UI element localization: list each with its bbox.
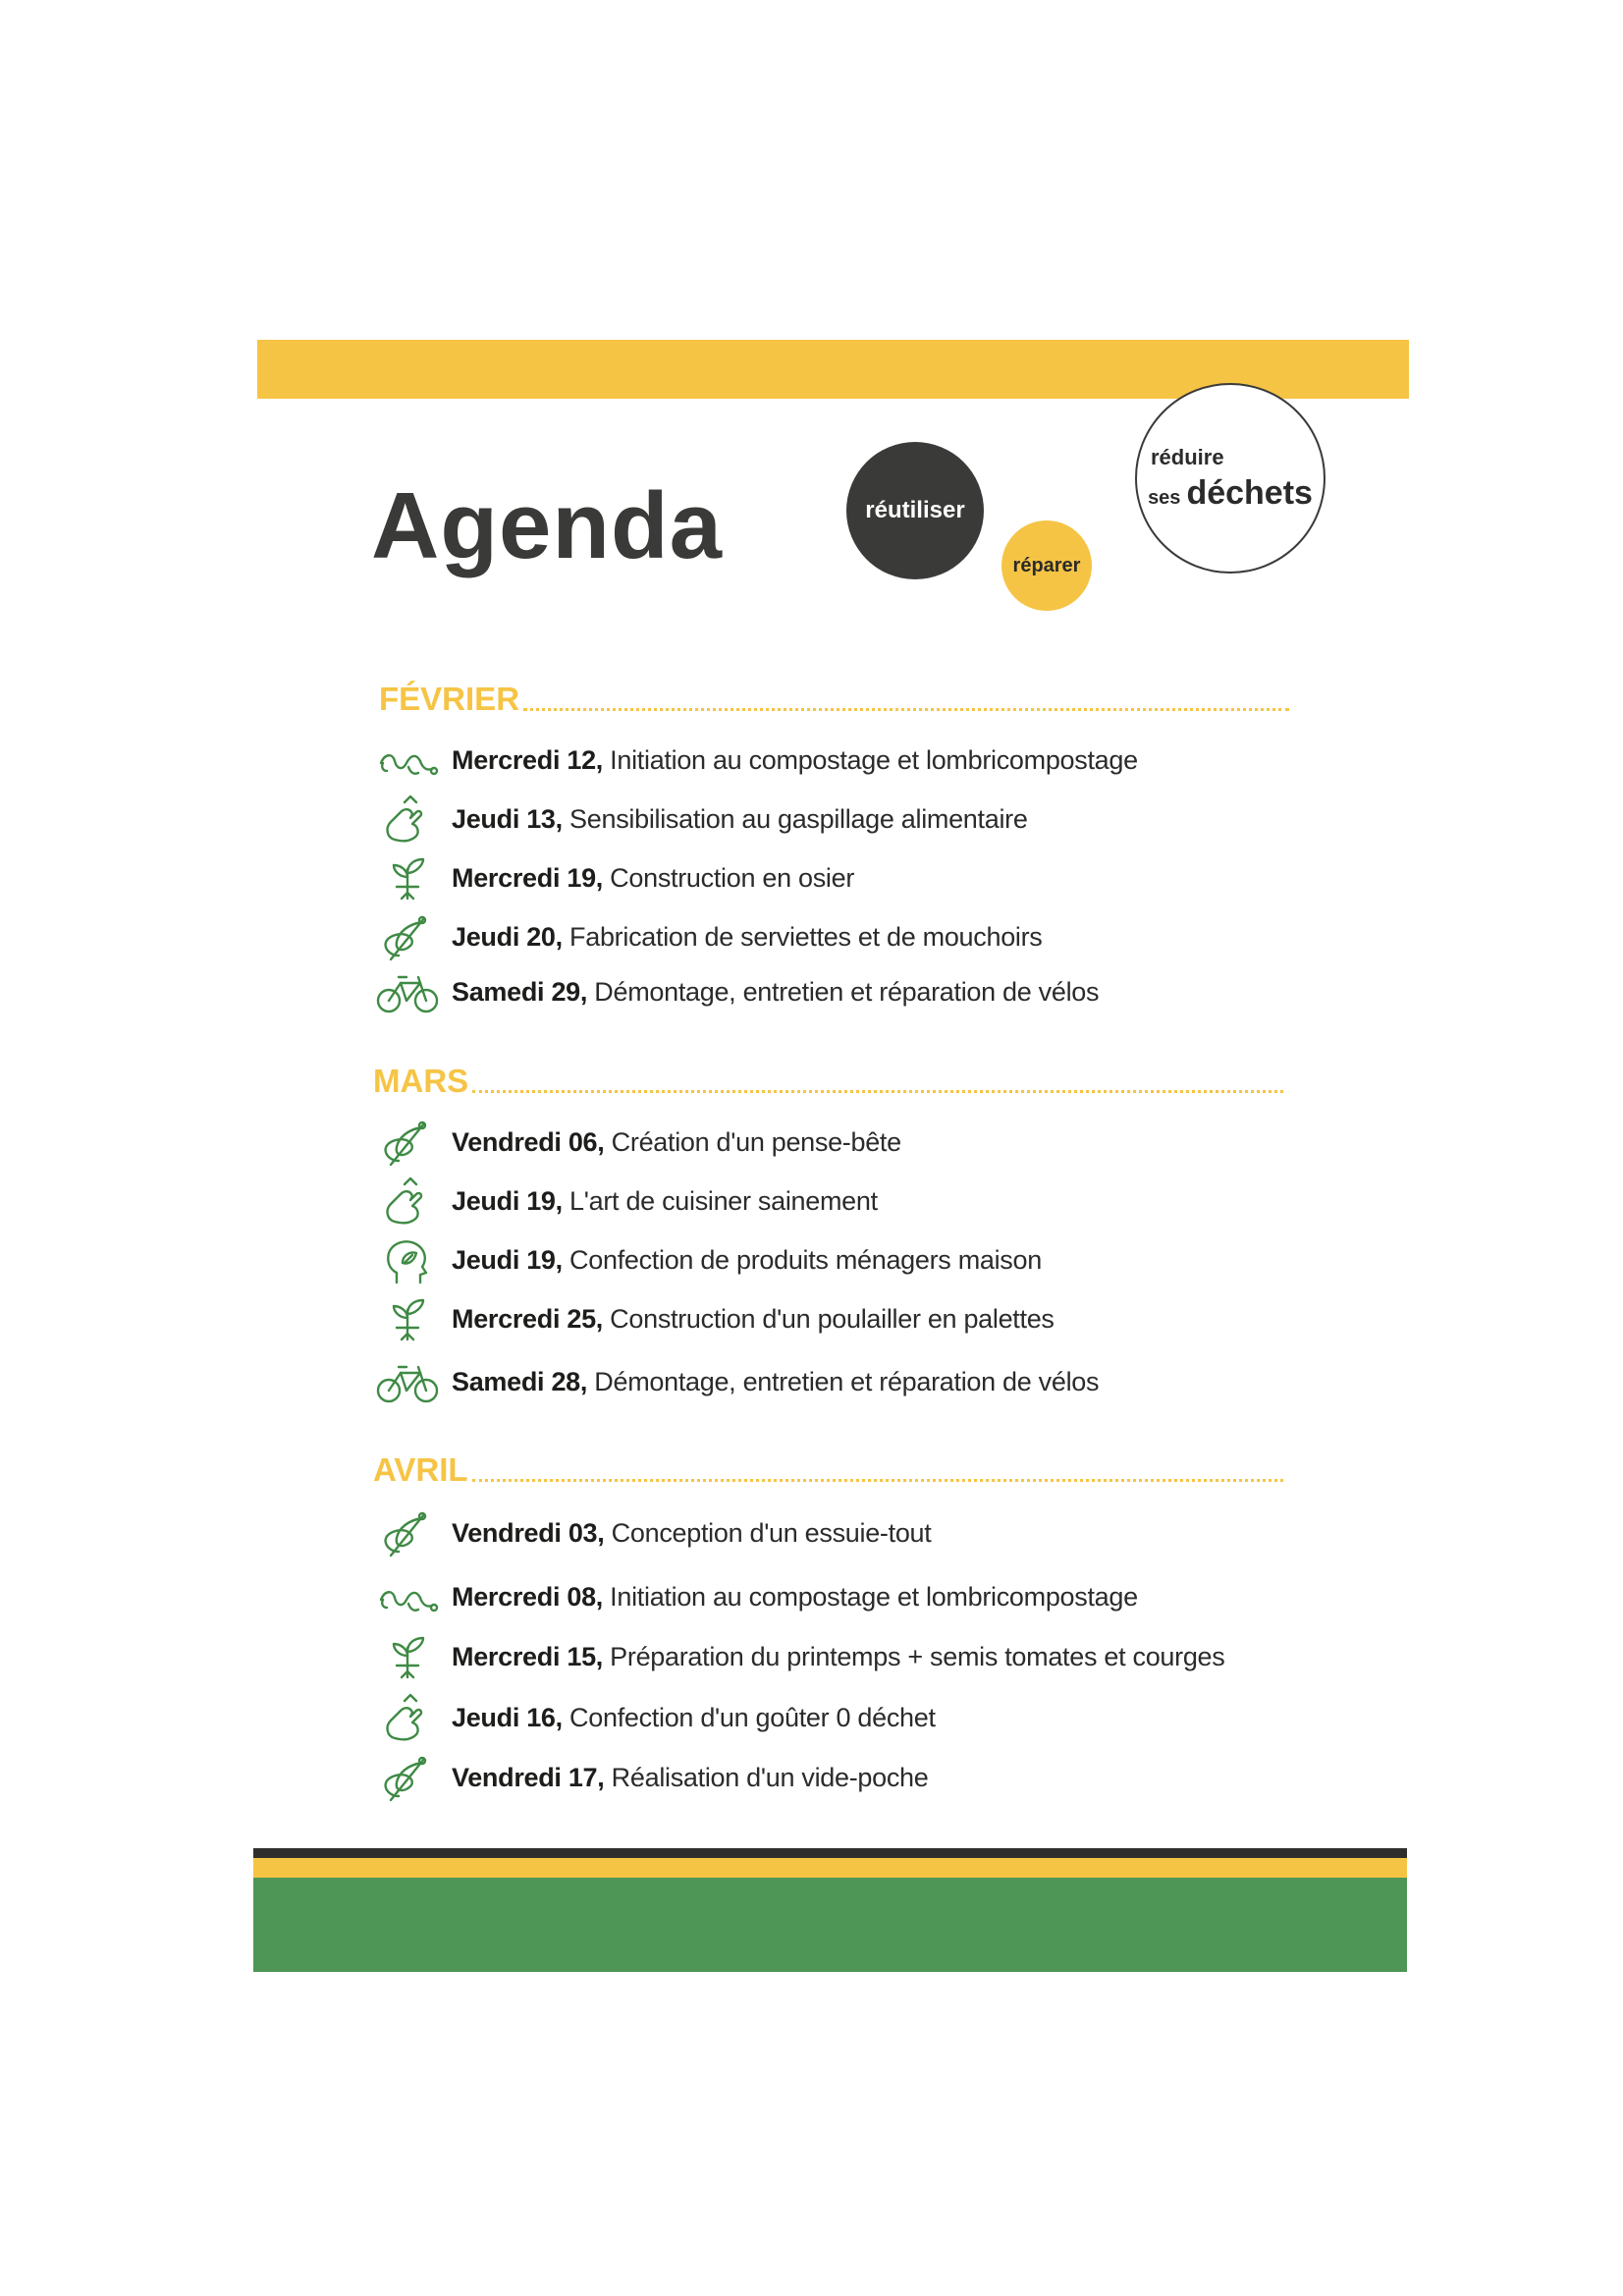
- event-date: Jeudi 19,: [452, 1244, 563, 1275]
- month-header-avril: [373, 1447, 1283, 1486]
- bicycle-icon: [375, 965, 452, 1018]
- month-name: AVRIL: [373, 1451, 468, 1488]
- needle-thread-icon: [375, 1506, 452, 1559]
- footer-dark-stripe: [253, 1848, 1407, 1858]
- page-title: Agenda: [371, 473, 724, 578]
- badge-reduire-line2: [1148, 474, 1313, 513]
- event-date: Jeudi 20,: [452, 921, 563, 952]
- month-name: MARS: [373, 1063, 469, 1099]
- event-date: Mercredi 25,: [452, 1303, 603, 1334]
- event-row: [375, 793, 1318, 846]
- worm-icon: [375, 734, 452, 787]
- event-date: Vendredi 03,: [452, 1517, 605, 1548]
- event-description: Initiation au compostage et lombricompostage: [602, 744, 1138, 775]
- footer-yellow-stripe: [253, 1858, 1407, 1878]
- event-date: Mercredi 12,: [452, 744, 603, 775]
- needle-thread-icon: [375, 1116, 452, 1169]
- event-date: Jeudi 19,: [452, 1185, 563, 1216]
- event-description: Préparation du printemps + semis tomates et courges: [602, 1641, 1225, 1671]
- event-row: [375, 1233, 1318, 1286]
- event-row: [375, 1116, 1318, 1169]
- event-date: Samedi 28,: [452, 1366, 588, 1396]
- event-row: [375, 1691, 1318, 1744]
- badge-reduire-dechets: [1135, 383, 1325, 574]
- event-date: Jeudi 16,: [452, 1702, 563, 1732]
- event-description: Réalisation d'un vide-poche: [604, 1762, 929, 1792]
- event-row: [375, 1570, 1318, 1623]
- event-date: Vendredi 06,: [452, 1126, 605, 1157]
- footer-green-band: [253, 1878, 1407, 1972]
- event-row: [375, 965, 1318, 1018]
- event-row: [375, 1630, 1318, 1683]
- event-date: Samedi 29,: [452, 976, 588, 1007]
- event-description: Initiation au compostage et lombricompostage: [602, 1581, 1138, 1612]
- event-row: [375, 1175, 1318, 1228]
- event-row: [375, 1292, 1318, 1345]
- badge-reutiliser: [846, 442, 984, 579]
- worm-icon: [375, 1570, 452, 1623]
- badge-reduire-ses: ses: [1148, 486, 1181, 509]
- event-description: Construction d'un poulailler en palettes: [602, 1303, 1055, 1334]
- event-description: L'art de cuisiner sainement: [562, 1185, 878, 1216]
- event-date: Mercredi 19,: [452, 862, 603, 893]
- month-header-mars: [373, 1058, 1283, 1097]
- oven-mitt-icon: [375, 793, 452, 846]
- badge-reparer-label: réparer: [1012, 554, 1081, 576]
- sprout-icon: [375, 1630, 452, 1683]
- badge-reduire-dechets-word: déchets: [1186, 473, 1313, 512]
- badge-reduire-line1: réduire: [1151, 444, 1224, 469]
- month-header-fevrier: [379, 676, 1289, 715]
- event-row: [375, 734, 1318, 787]
- event-description: Démontage, entretien et réparation de vélos: [587, 1366, 1100, 1396]
- event-date: Vendredi 17,: [452, 1762, 605, 1792]
- event-row: [375, 851, 1318, 904]
- oven-mitt-icon: [375, 1691, 452, 1744]
- event-row: [375, 910, 1318, 963]
- event-description: Confection d'un goûter 0 déchet: [562, 1702, 936, 1732]
- event-description: Construction en osier: [602, 862, 855, 893]
- bicycle-icon: [375, 1355, 452, 1408]
- sprout-icon: [375, 1292, 452, 1345]
- month-name: FÉVRIER: [379, 681, 520, 717]
- event-description: Fabrication de serviettes et de mouchoirs: [562, 921, 1043, 952]
- event-date: Jeudi 13,: [452, 803, 563, 834]
- event-row: [375, 1506, 1318, 1559]
- event-date: Mercredi 08,: [452, 1581, 603, 1612]
- dotted-divider: [472, 1090, 1283, 1093]
- event-description: Conception d'un essuie-tout: [604, 1517, 932, 1548]
- needle-thread-icon: [375, 1751, 452, 1804]
- event-date: Mercredi 15,: [452, 1641, 603, 1671]
- event-row: [375, 1751, 1318, 1804]
- badge-reutiliser-label: réutiliser: [865, 497, 965, 523]
- event-row: [375, 1355, 1318, 1408]
- dotted-divider: [472, 1479, 1283, 1482]
- oven-mitt-icon: [375, 1175, 452, 1228]
- head-leaf-icon: [375, 1233, 452, 1286]
- sprout-icon: [375, 851, 452, 904]
- needle-thread-icon: [375, 910, 452, 963]
- event-description: Démontage, entretien et réparation de vélos: [587, 976, 1100, 1007]
- dotted-divider: [523, 708, 1289, 711]
- event-description: Confection de produits ménagers maison: [562, 1244, 1042, 1275]
- event-description: Sensibilisation au gaspillage alimentaire: [562, 803, 1028, 834]
- badge-reparer: [1001, 520, 1092, 611]
- event-description: Création d'un pense-bête: [604, 1126, 901, 1157]
